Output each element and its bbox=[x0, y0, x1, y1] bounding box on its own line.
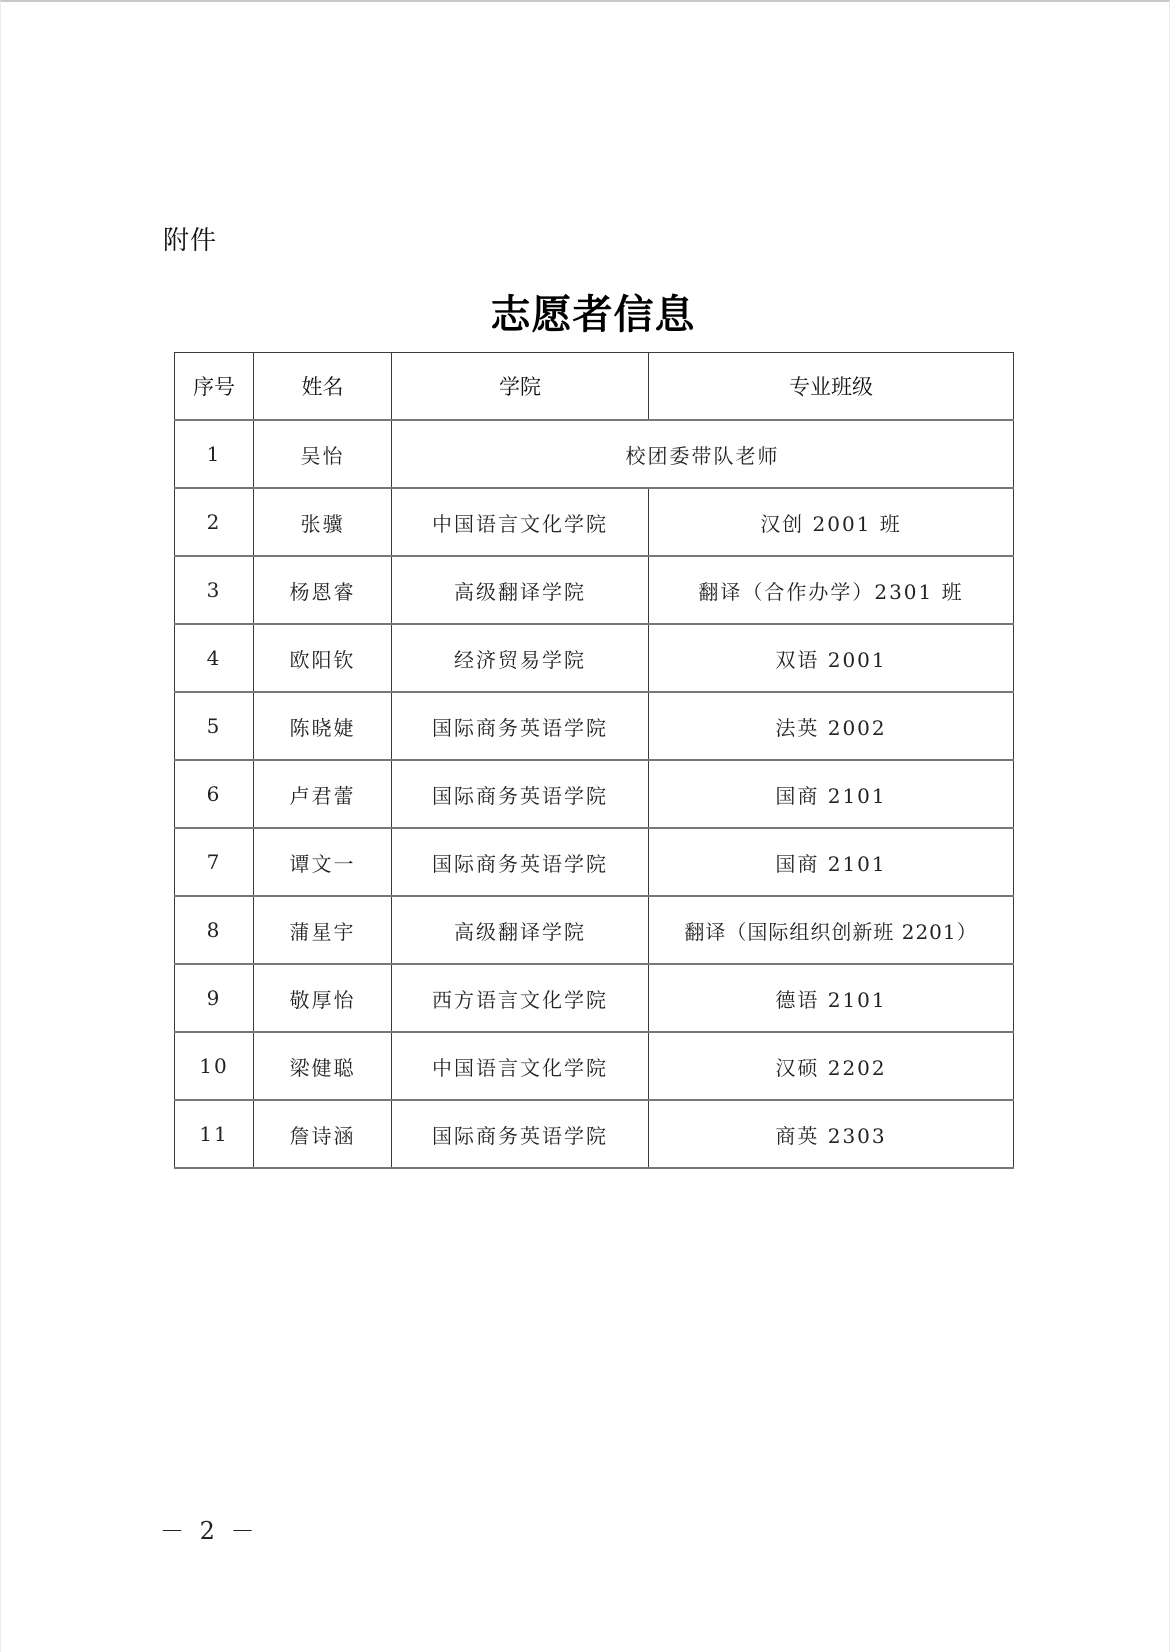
cell-class: 汉硕 2202 bbox=[649, 1032, 1014, 1100]
header-no: 序号 bbox=[175, 353, 254, 421]
table-row bbox=[175, 1032, 1014, 1100]
cell-college: 国际商务英语学院 bbox=[392, 692, 649, 760]
cell-no: 6 bbox=[175, 760, 254, 828]
cell-name: 谭文一 bbox=[254, 828, 392, 896]
cell-college: 国际商务英语学院 bbox=[392, 828, 649, 896]
cell-name: 张骥 bbox=[254, 488, 392, 556]
cell-college: 高级翻译学院 bbox=[392, 556, 649, 624]
cell-college: 中国语言文化学院 bbox=[392, 1032, 649, 1100]
cell-no: 10 bbox=[175, 1032, 254, 1100]
header-name: 姓名 bbox=[254, 353, 392, 421]
table-row bbox=[175, 828, 1014, 896]
table-row bbox=[175, 488, 1014, 556]
header-class: 专业班级 bbox=[649, 353, 1014, 421]
cell-no: 2 bbox=[175, 488, 254, 556]
cell-name: 卢君蕾 bbox=[254, 760, 392, 828]
cell-class: 德语 2101 bbox=[649, 964, 1014, 1032]
table-row bbox=[175, 692, 1014, 760]
cell-role-merged: 校团委带队老师 bbox=[392, 420, 1014, 488]
cell-name: 蒲星宇 bbox=[254, 896, 392, 964]
table-row bbox=[175, 556, 1014, 624]
cell-no: 9 bbox=[175, 964, 254, 1032]
cell-name: 敬厚怡 bbox=[254, 964, 392, 1032]
header-college: 学院 bbox=[392, 353, 649, 421]
cell-college: 经济贸易学院 bbox=[392, 624, 649, 692]
cell-college: 西方语言文化学院 bbox=[392, 964, 649, 1032]
cell-class: 双语 2001 bbox=[649, 624, 1014, 692]
cell-class: 汉创 2001 班 bbox=[649, 488, 1014, 556]
table-row bbox=[175, 624, 1014, 692]
cell-college: 国际商务英语学院 bbox=[392, 1100, 649, 1168]
document-title: 志愿者信息 bbox=[490, 291, 696, 338]
table-row bbox=[175, 896, 1014, 964]
cell-college: 国际商务英语学院 bbox=[392, 760, 649, 828]
cell-class: 法英 2002 bbox=[649, 692, 1014, 760]
cell-no: 1 bbox=[175, 420, 254, 488]
cell-class: 翻译（国际组织创新班 2201） bbox=[649, 896, 1014, 964]
attachment-label: 附件 bbox=[163, 226, 218, 256]
table-row bbox=[175, 1100, 1014, 1168]
cell-college: 高级翻译学院 bbox=[392, 896, 649, 964]
cell-class: 国商 2101 bbox=[649, 828, 1014, 896]
table-row bbox=[175, 964, 1014, 1032]
cell-no: 11 bbox=[175, 1100, 254, 1168]
cell-name: 詹诗涵 bbox=[254, 1100, 392, 1168]
cell-college: 中国语言文化学院 bbox=[392, 488, 649, 556]
cell-name: 吴怡 bbox=[254, 420, 392, 488]
volunteer-table bbox=[174, 352, 1014, 1169]
cell-no: 8 bbox=[175, 896, 254, 964]
cell-class: 翻译（合作办学）2301 班 bbox=[649, 556, 1014, 624]
table-header-row bbox=[175, 353, 1014, 421]
table-row bbox=[175, 420, 1014, 488]
cell-name: 陈晓婕 bbox=[254, 692, 392, 760]
cell-class: 国商 2101 bbox=[649, 760, 1014, 828]
cell-no: 3 bbox=[175, 556, 254, 624]
page-number: － 2 － bbox=[160, 1517, 259, 1545]
cell-no: 5 bbox=[175, 692, 254, 760]
cell-no: 7 bbox=[175, 828, 254, 896]
table-row bbox=[175, 760, 1014, 828]
cell-name: 杨恩睿 bbox=[254, 556, 392, 624]
cell-class: 商英 2303 bbox=[649, 1100, 1014, 1168]
cell-name: 欧阳钦 bbox=[254, 624, 392, 692]
cell-name: 梁健聪 bbox=[254, 1032, 392, 1100]
cell-no: 4 bbox=[175, 624, 254, 692]
